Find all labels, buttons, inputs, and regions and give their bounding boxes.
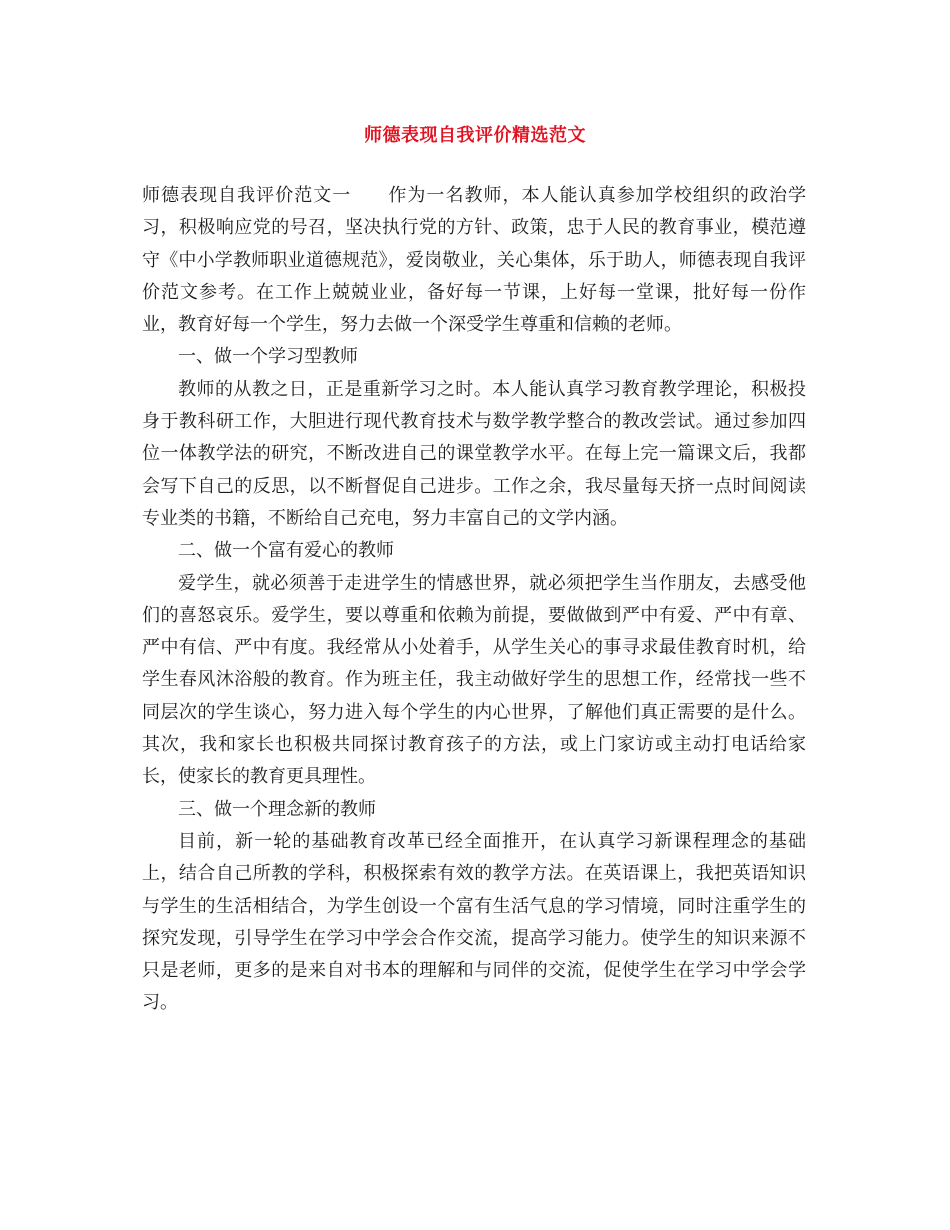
section-heading-3: 三、做一个理念新的教师 [178,798,376,820]
intro-text: 作为一名教师，本人能认真参加学校组织的政治学习，积极响应党的号召，坚决执行党的方针、政策，忠于人民的教育事业，模范遵守《中小学教师职业道德规范》，爱岗敬业，关心集体，乐于助人，师德表现自我评价范文参考。在工作上兢兢业业，备好每一节课，上好每一堂课，批好每一份作业，教育好每一个学生，努力去做一个深受学生尊重和信赖的老师。 [142,185,807,336]
section-heading-1: 一、做一个学习型教师 [178,346,358,368]
section-paragraph-2: 爱学生，就必须善于走进学生的情感世界，就必须把学生当作朋友，去感受他们的喜怒哀乐。爱学生，要以尊重和依赖为前提，要做做到严中有爱、严中有章、严中有信、严中有度。我经常从小处着手，从学生关心的事寻求最佳教育时机，给学生春风沐浴般的教育。作为班主任，我主动做好学生的思想工作，经常找一些不同层次的学生谈心，努力进入每个学生的内心世界，了解他们真正需要的是什么。其次，我和家长也积极共同探讨教育孩子的方法，或上门家访或主动打电话给家长，使家长的教育更具理性。 [142,572,806,788]
section-paragraph-1: 教师的从教之日，正是重新学习之时。本人能认真学习教育教学理论，积极投身于教科研工作，大胆进行现代教育技术与数学教学整合的教改尝试。通过参加四位一体教学法的研究，不断改进自己的课堂教学水平。在每上完一篇课文后，我都会写下自己的反思，以不断督促自己进步。工作之余，我尽量每天挤一点时间阅读专业类的书籍，不断给自己充电，努力丰富自己的文学内涵。 [142,378,806,529]
intro-paragraph [142,180,806,341]
section-heading-2: 二、做一个富有爱心的教师 [178,540,394,562]
intro-label: 师德表现自我评价范文一 [142,185,352,206]
document-title: 师德表现自我评价精选范文 [364,125,586,146]
section-paragraph-3: 目前，新一轮的基础教育改革已经全面推开，在认真学习新课程理念的基础上，结合自己所教的学科，积极探索有效的教学方法。在英语课上，我把英语知识与学生的生活相结合，为学生创设一个富有生活气息的学习情境，同时注重学生的探究发现，引导学生在学习中学会合作交流，提高学习能力。使学生的知识来源不只是老师，更多的是来自对书本的理解和与同伴的交流，促使学生在学习中学会学习。 [142,830,806,1014]
document-body [142,180,806,1020]
